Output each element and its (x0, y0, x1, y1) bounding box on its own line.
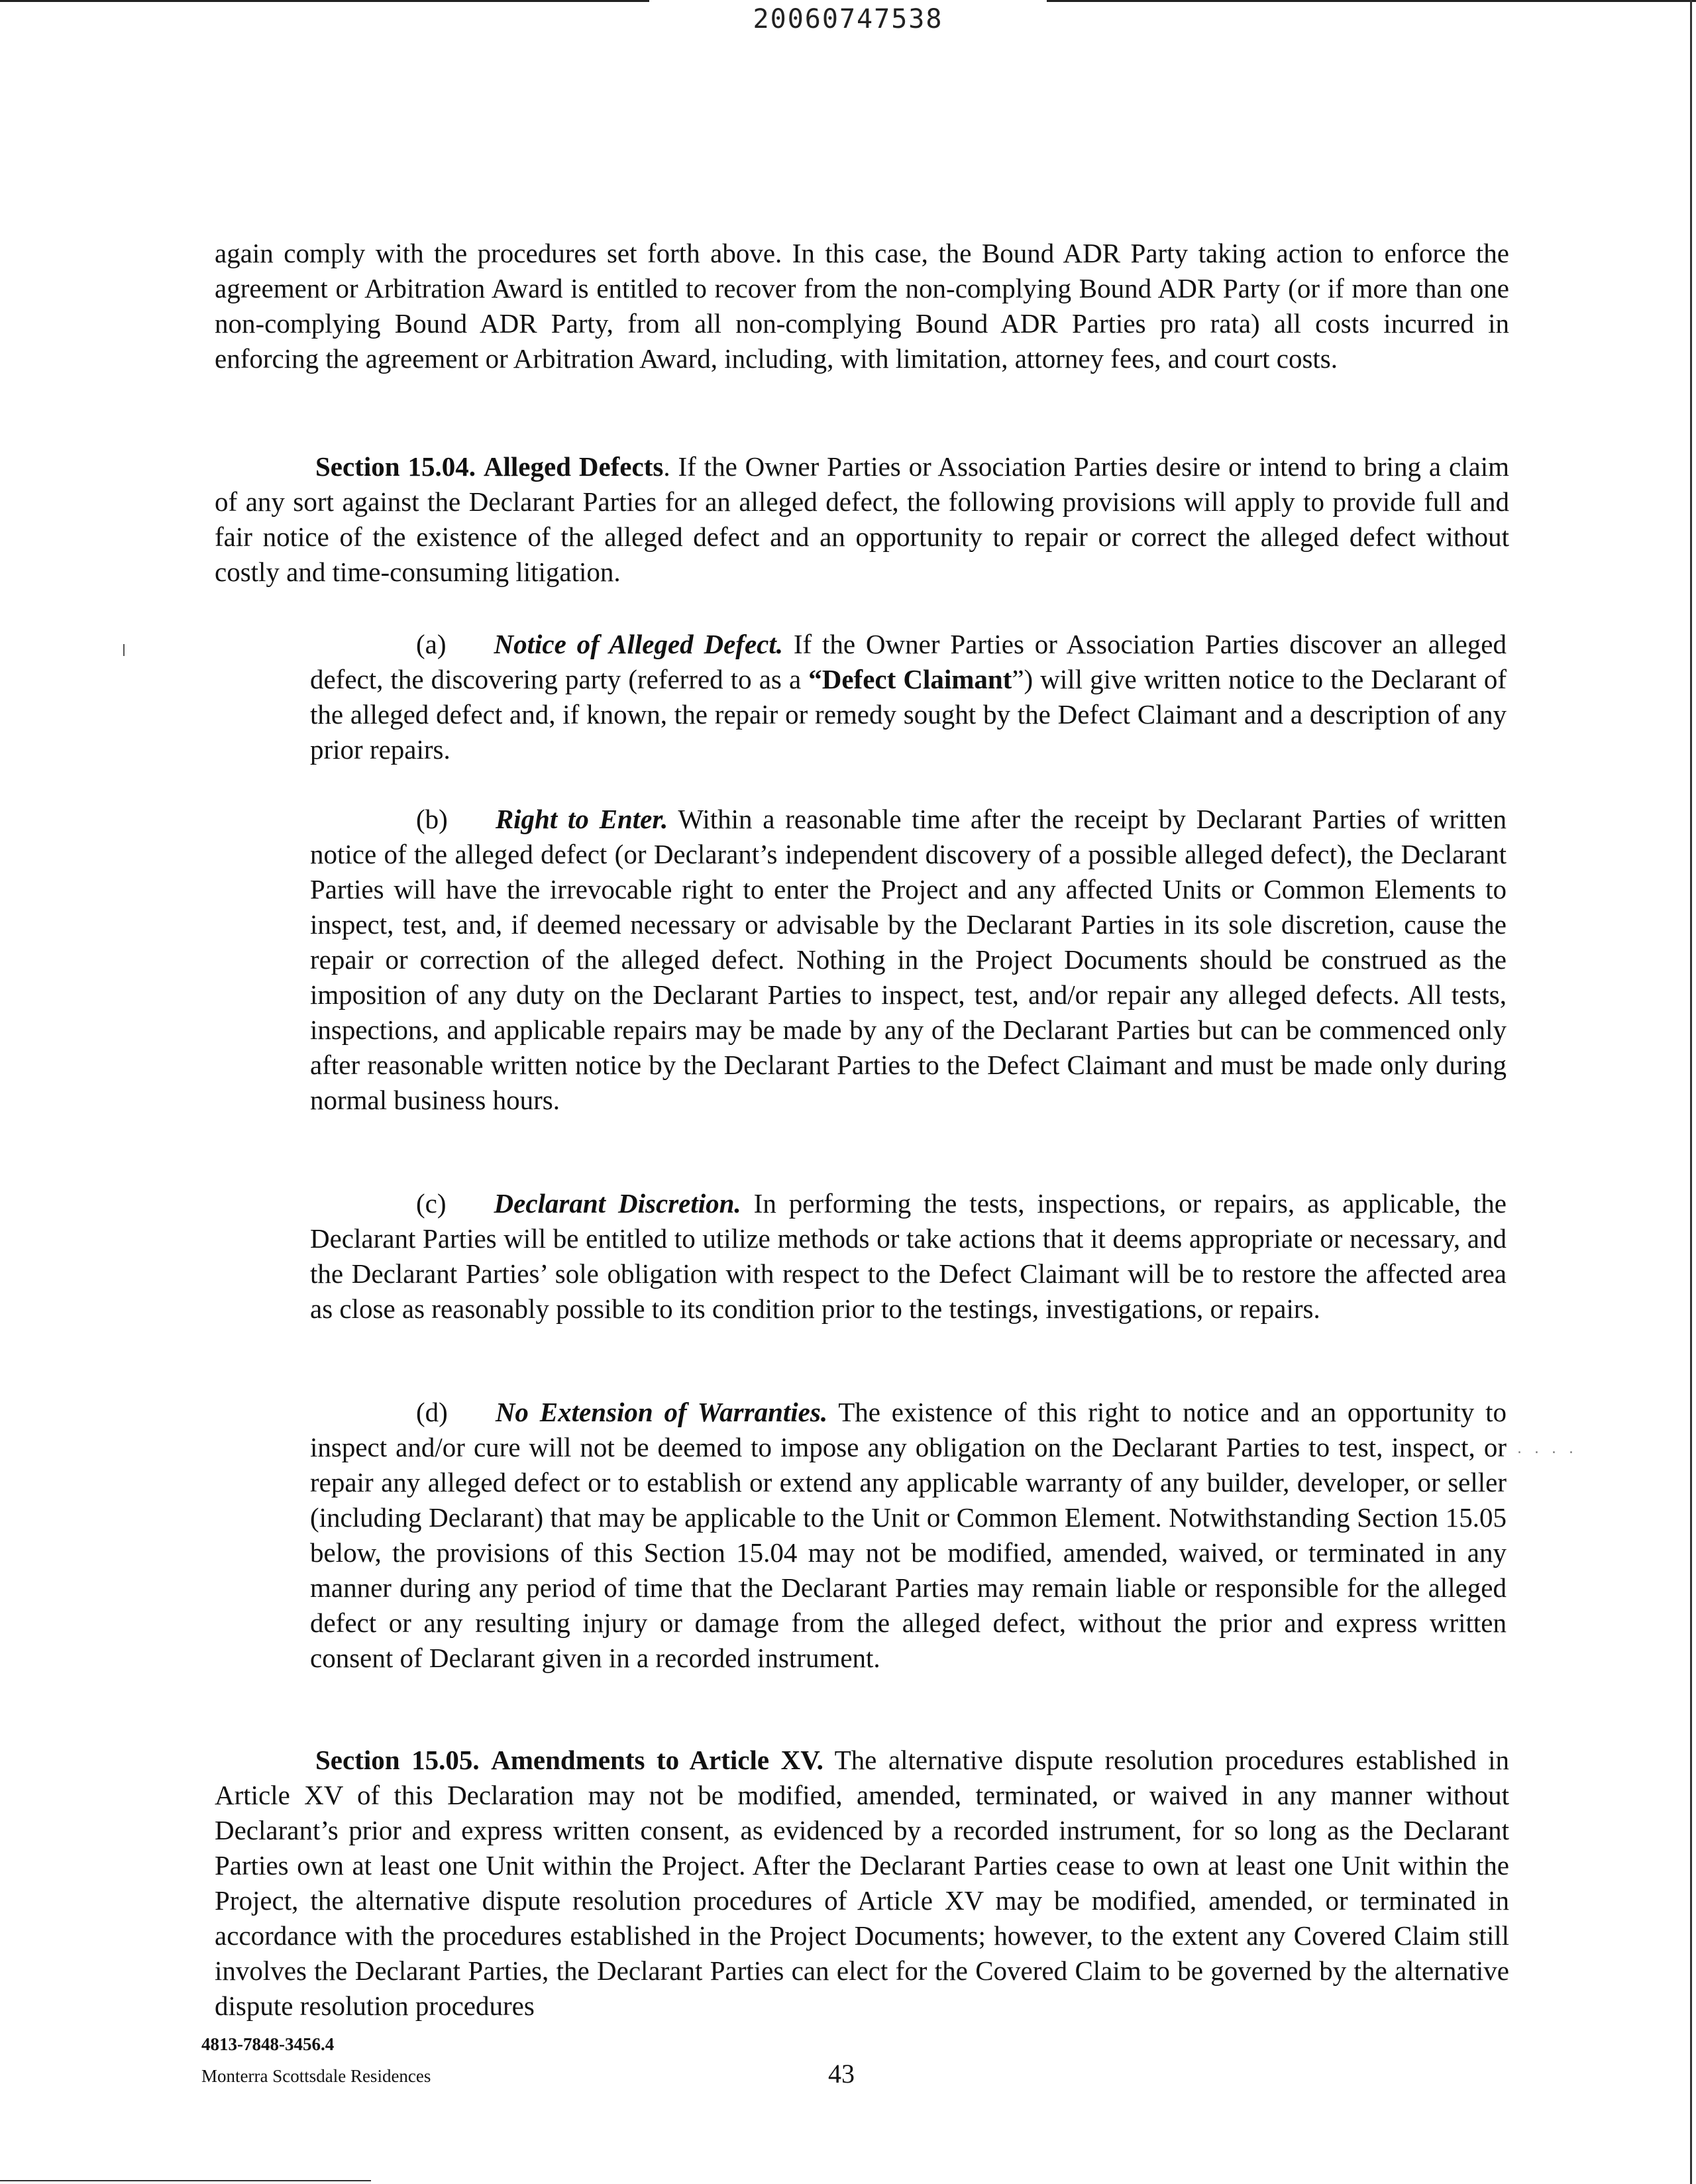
margin-mark (123, 644, 125, 656)
margin-dots: . . . . (1517, 1441, 1577, 1457)
subsection-d-title: No Extension of Warranties. (495, 1397, 828, 1427)
scan-top-rule-left (0, 0, 649, 2)
section-15-04: Section 15.04. Alleged Defects. If the Owner Parties or Association Parties desire or intend to bring a claim of any sort against the Declarant Parties for an alleged defect, the following provisions will apply to provide full and fair notice of the existence of the alleged defect and an opportunity to repair or correct the alleged defect without costly and time-consuming litigation. (215, 451, 1510, 587)
section-15-05 (215, 1743, 1509, 2024)
subsection-c-text: In performing the tests, inspections, or repairs, as applicable, the Declarant Parties will be entitled to utilize methods or take actions that it deems appropriate or necessary, and the Declarant Parties’ sole obligation with respect to the Defect Claimant will be to restore the affected area as close as reasonably possible to its condition prior to the testings, investigations, or repairs. (310, 1188, 1507, 1324)
section-15-04-text: If the Owner Parties or Association Parties desire or intend to bring a claim of any sort against the Declarant Parties for an alleged defect, the following provisions will apply to provide full and fair notice of the existence of the alleged defect and an opportunity to repair or correct the alleged defect without costly and time-consuming litigation. (215, 451, 1510, 587)
paragraph-continuation: again comply with the procedures set forth above. In this case, the Bound ADR Party taking action to enforce the agreement or Arbitration Award is entitled to recover from the non-complying Bound ADR Party (or if more than one non-complying Bound ADR Party, from all non-complying Bound ADR Parties pro rata) all costs incurred in enforcing the agreement or Arbitration Award, including, with limitation, attorney fees, and court costs. (215, 238, 1509, 374)
subsection-b (310, 802, 1507, 1118)
subsection-a-title: Notice of Alleged Defect. (494, 629, 783, 659)
subsection-d (310, 1395, 1507, 1676)
recording-number: 20060747538 (753, 4, 943, 34)
subsection-a-label: (a) (416, 629, 447, 659)
subsection-b-title: Right to Enter. (495, 804, 668, 834)
subsection-c-title: Declarant Discretion. (494, 1188, 741, 1219)
subsection-b-text: Within a reasonable time after the receipt by Declarant Parties of written notice of the alleged defect (or Declarant’s independent discovery of a possible alleged defect), the Declarant Parties will have the irrevocable right to enter the Project and any affected Units or Common Elements to inspect, test, and, if deemed necessary or advisable by the Declarant Parties in its sole discretion, cause the repair or correction of the alleged defect. Nothing in the Project Documents should be construed as the imposition of any duty on the Declarant Parties to inspect, test, and/or repair any alleged defects. All tests, inspections, and applicable repairs may be made by any of the Declarant Parties but can be commenced only after reasonable written notice by the Declarant Parties to the Defect Claimant and must be made only during normal business hours. (310, 804, 1507, 1115)
page-number: 43 (828, 2059, 855, 2089)
section-15-04-number: Section 15.04. (315, 451, 476, 482)
section-15-05-text: The alternative dispute resolution procedures established in Article XV of this Declaration may not be modified, amended, terminated, or waived in any manner without Declarant’s prior and express written consent, as evidenced by a recorded instrument, for so long as the Declarant Parties own at least one Unit within the Project. After the Declarant Parties cease to own at least one Unit within the Project, the alternative dispute resolution procedures of Article XV may be modified, amended, or terminated in accordance with the procedures established in the Project Documents; however, to the extent any Covered Claim still involves the Declarant Parties, the Declarant Parties can elect for the Covered Claim to be governed by the alternative dispute resolution procedures (215, 1745, 1510, 2021)
subsection-a-text-2: ”) will give written notice to the Declarant of the alleged defect and, if known, the repair or remedy sought by the Defect Claimant and a description of any prior repairs. (310, 664, 1507, 765)
subsection-d-text: The existence of this right to notice and an opportunity to inspect and/or cure will not be deemed to impose any obligation on the Declarant Parties to test, inspect, or repair any alleged defect or to establish or extend any applicable warranty of any builder, developer, or seller (including Declarant) that may be applicable to the Unit or Common Element. Notwithstanding Section 15.05 below, the provisions of this Section 15.04 may not be modified, amended, waived, or terminated in any manner during any period of time that the Declarant Parties may remain liable or responsible for the alleged defect or any resulting injury or damage from the alleged defect, without the prior and express written consent of Declarant given in a recorded instrument. (310, 1397, 1507, 1673)
section-15-05-title: Amendments to Article XV. (491, 1745, 823, 1775)
footer-document-id: 4813-7848-3456.4 (201, 2034, 335, 2054)
subsection-d-label: (d) (416, 1397, 448, 1427)
scan-right-edge (1690, 0, 1692, 2184)
footer-project-name: Monterra Scottsdale Residences (201, 2066, 431, 2086)
scan-bottom-rule (0, 2180, 371, 2181)
scan-top-rule-right (1047, 0, 1696, 2)
section-15-05-number: Section 15.05. (315, 1745, 480, 1775)
subsection-b-label: (b) (416, 804, 448, 834)
subsection-a-text-1: If the Owner Parties or Association Parties discover an alleged defect, the discovering party (referred to as a (310, 629, 1507, 694)
section-15-04-title: Alleged Defects (483, 451, 664, 482)
subsection-c-label: (c) (416, 1188, 447, 1219)
defined-term-defect-claimant: “Defect Claimant (808, 664, 1012, 694)
subsection-c (310, 1186, 1507, 1327)
subsection-a (310, 627, 1507, 767)
